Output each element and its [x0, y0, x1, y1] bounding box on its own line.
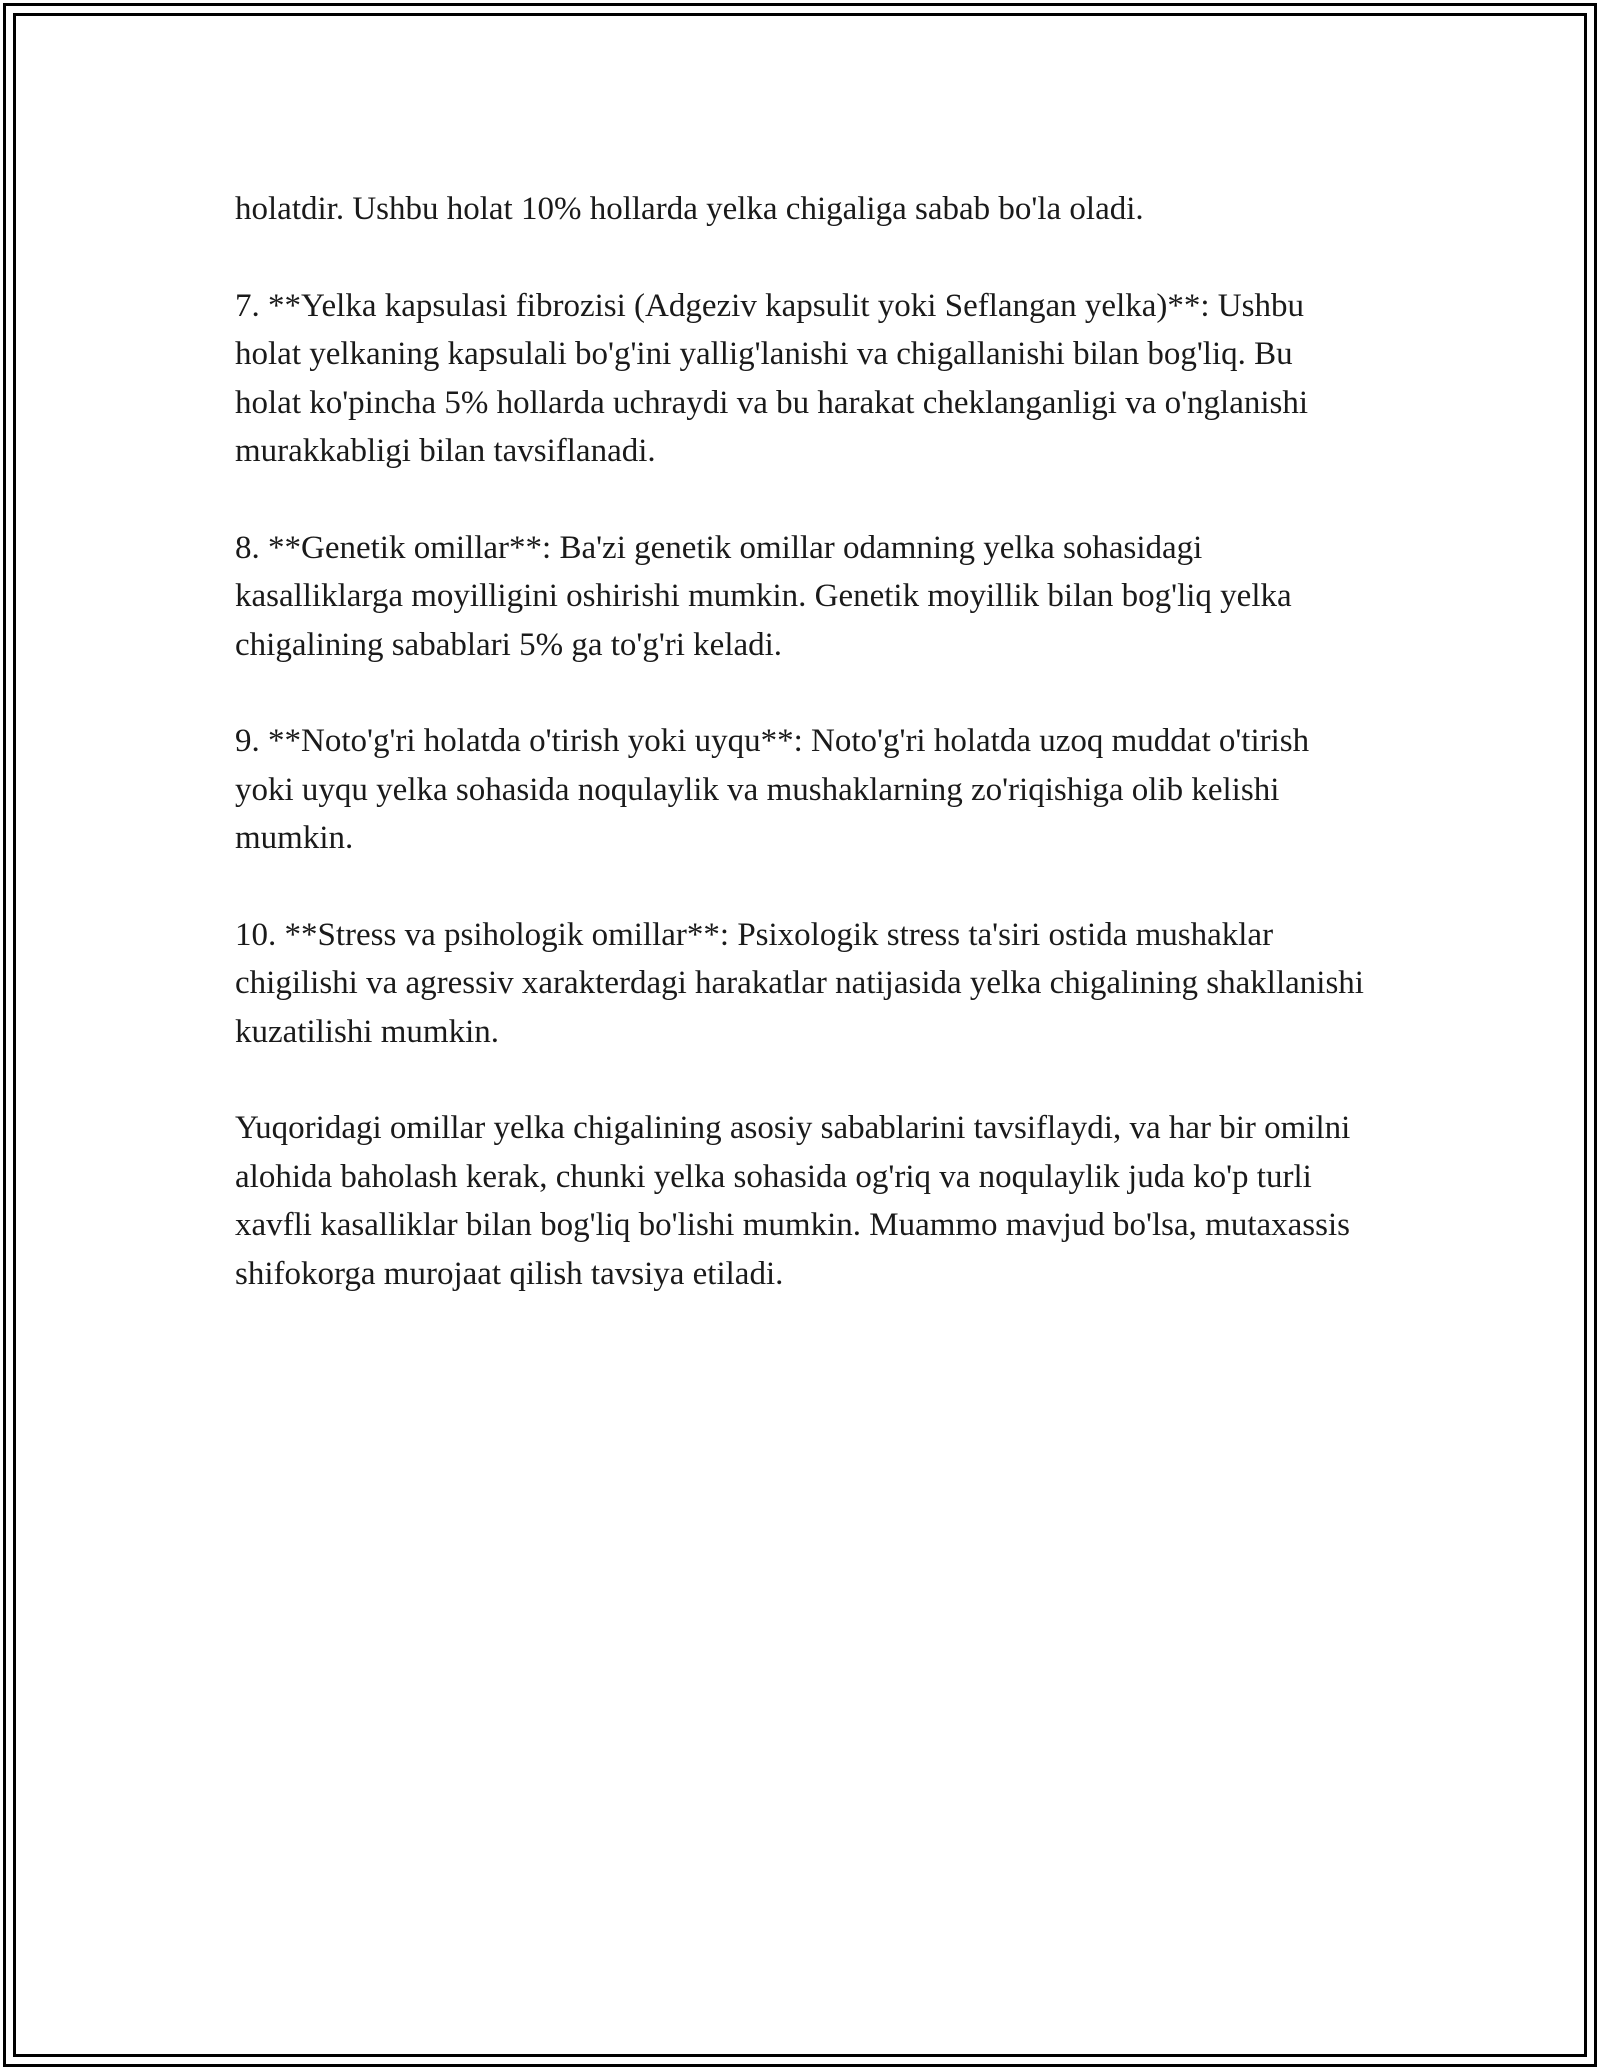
paragraph-item-7: 7. **Yelka kapsulasi fibrozisi (Adgeziv kapsulit yoki Seflangan yelka)**: Ushbu holat yelkaning kapsulali bo'g'ini yallig'lanishi va chigallanishi bilan bog'liq. Bu holat ko'pincha 5% hollarda uchraydi va bu harakat cheklanganligi va o'nglanishi murakkabligi bilan tavsiflanadi. — [235, 287, 1309, 469]
document-body — [235, 185, 1365, 1346]
paragraph-item-10: 10. **Stress va psihologik omillar**: Psixologik stress ta'siri ostida mushaklar chigilishi va agressiv xarakterdagi harakatlar natijasida yelka chigalining shakllanishi kuzatilishi mumkin. — [235, 916, 1364, 1050]
paragraph-item-9: 9. **Noto'g'ri holatda o'tirish yoki uyqu**: Noto'g'ri holatda uzoq muddat o'tirish yoki uyqu yelka sohasida noqulaylik va mushaklarning zo'riqishiga olib kelishi mumkin. — [235, 723, 1310, 856]
paragraph-continuation: holatdir. Ushbu holat 10% hollarda yelka chigaliga sabab bo'la oladi. — [235, 191, 1144, 227]
paragraph-item-8: 8. **Genetik omillar**: Ba'zi genetik omillar odamning yelka sohasidagi kasalliklarga moyilligini oshirishi mumkin. Genetik moyillik bilan bog'liq yelka chigalining sabablari 5% ga to'g'ri keladi. — [235, 529, 1292, 663]
paragraph-conclusion: Yuqoridagi omillar yelka chigalining asosiy sabablarini tavsiflaydi, va har bir omilni alohida baholash kerak, chunki yelka sohasida og'riq va noqulaylik juda ko'p turli xavfli kasalliklar bilan bog'liq bo'lishi mumkin. Muammo mavjud bo'lsa, mutaxassis shifokorga murojaat qilish tavsiya etiladi. — [235, 1110, 1351, 1292]
